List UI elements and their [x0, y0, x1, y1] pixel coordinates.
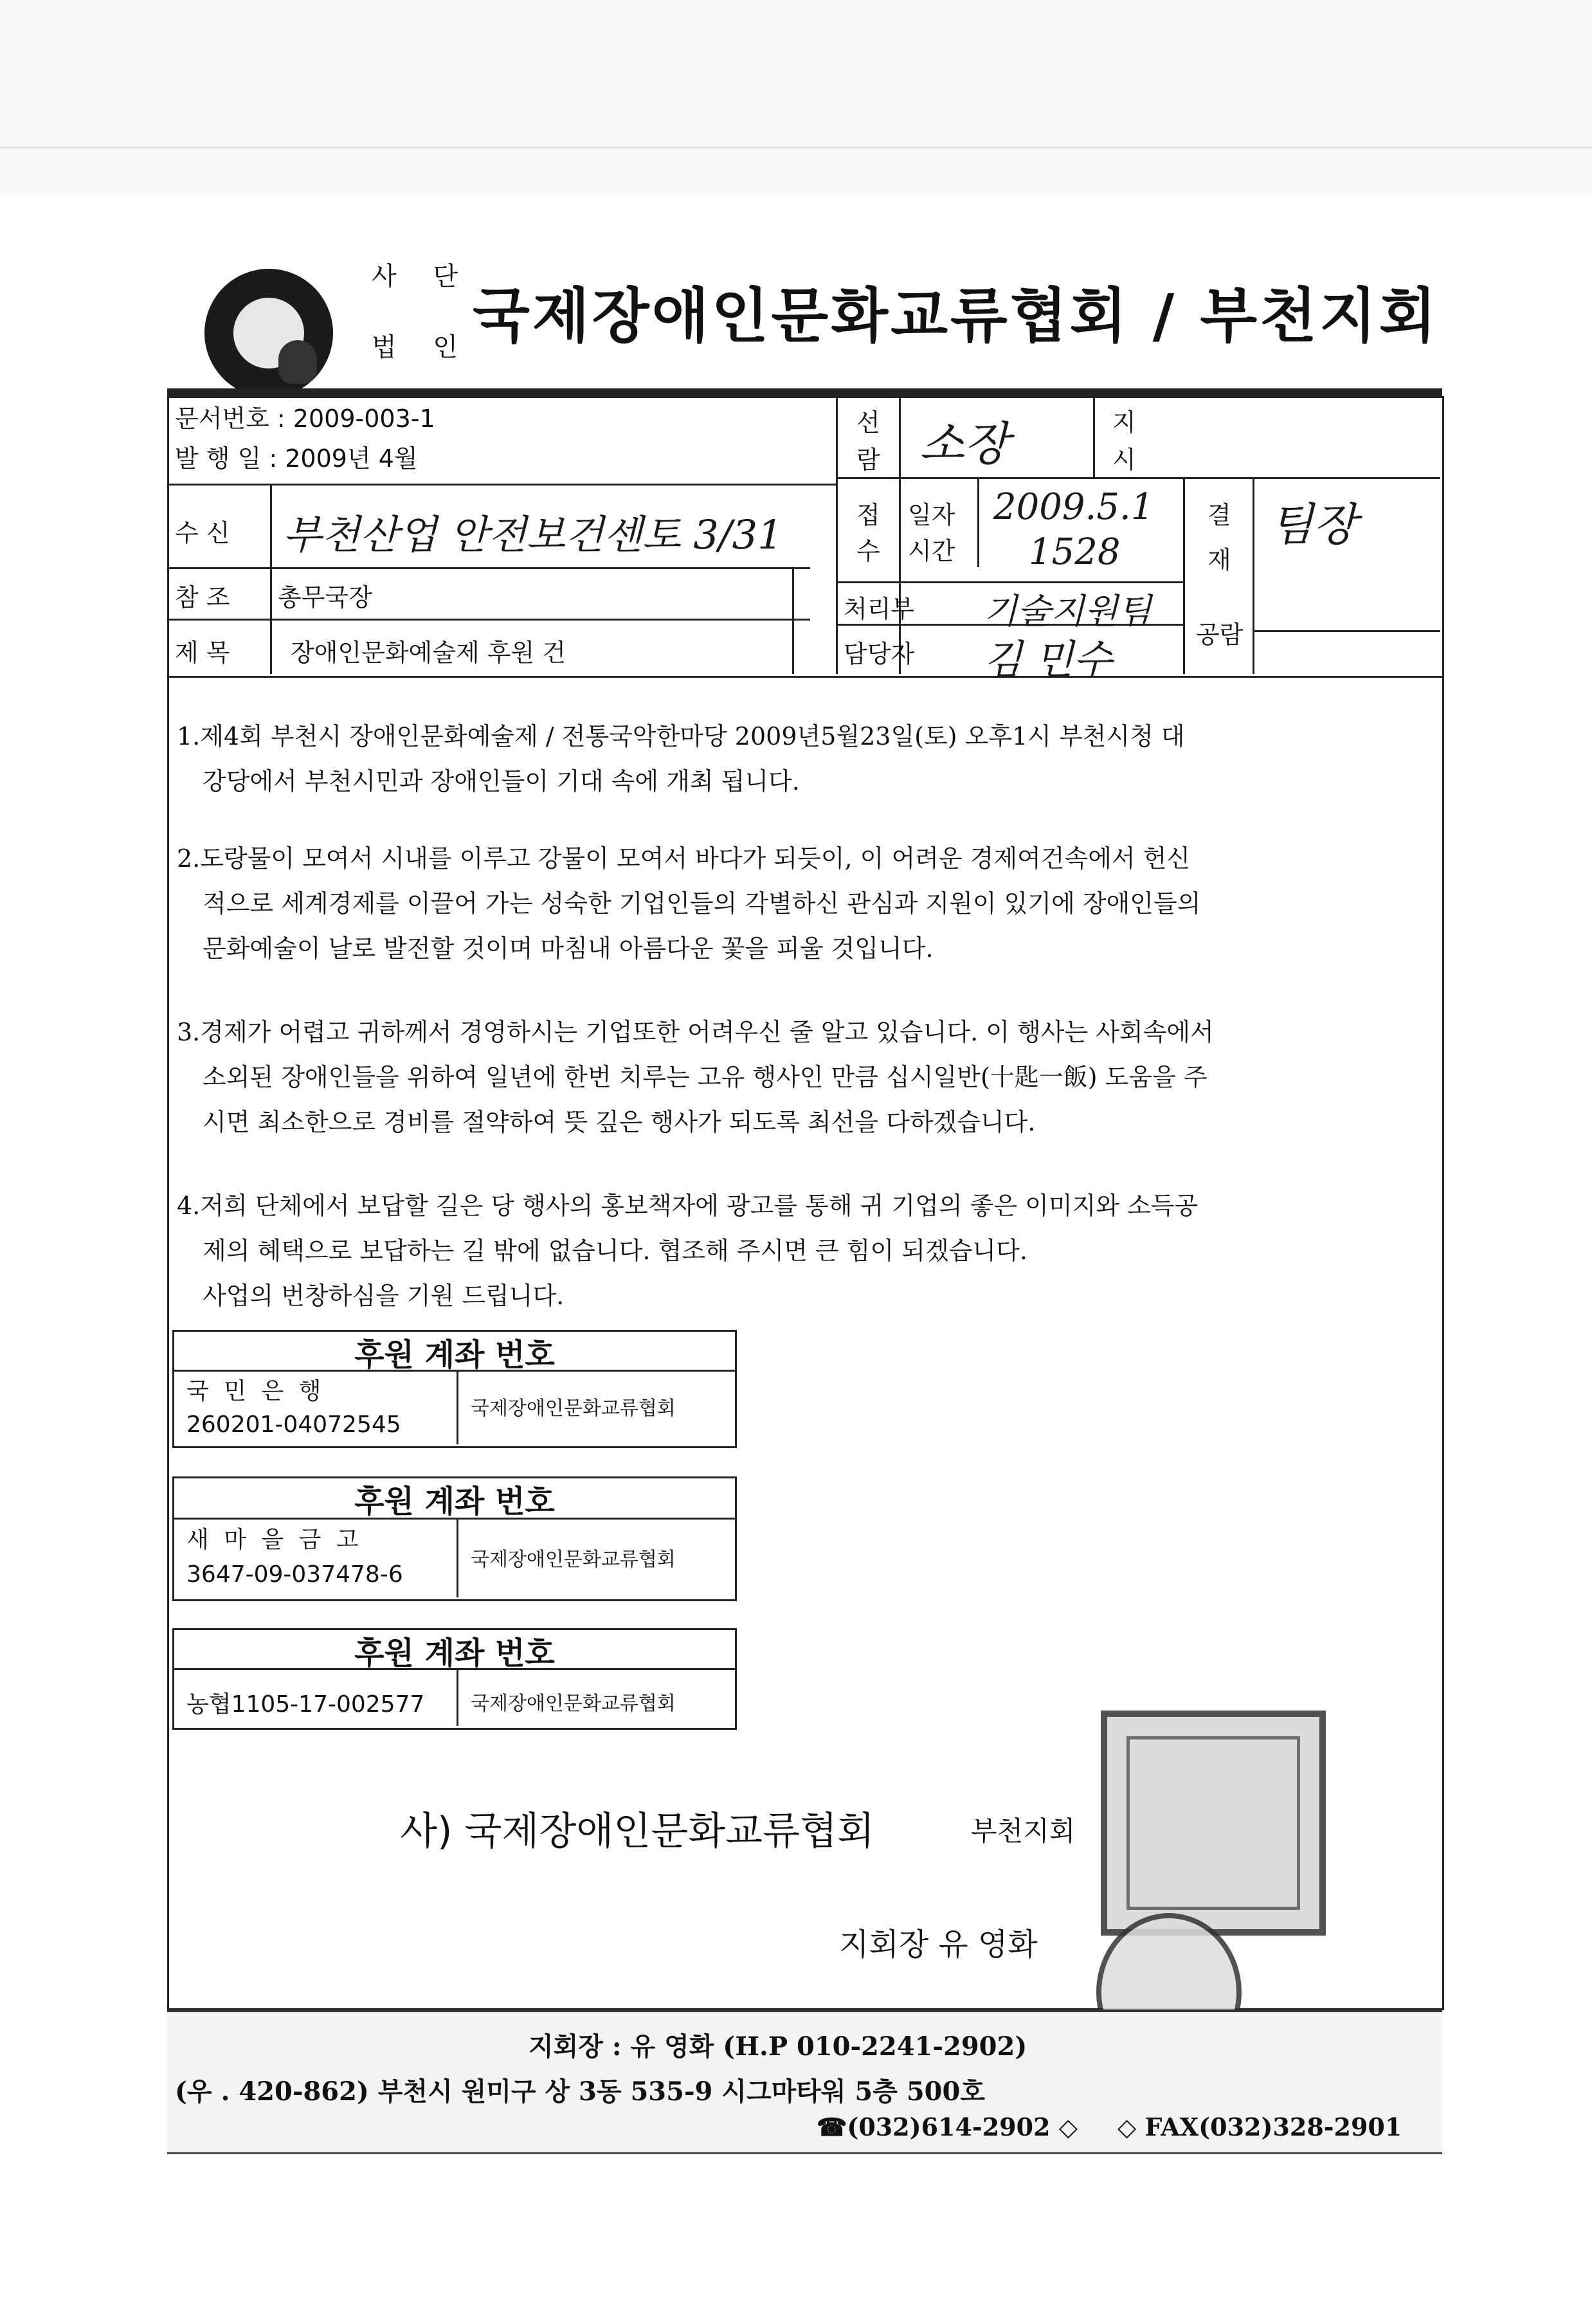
- team-leader-handwritten: 팀장: [1270, 498, 1357, 551]
- account-2-number: 3647-09-037478-6: [186, 1561, 403, 1588]
- paragraph-1: [177, 714, 1437, 804]
- account-2-holder: 국제장애인문화교류협회: [471, 1548, 676, 1571]
- si-label: 시: [1112, 446, 1136, 474]
- scan-top-band: [0, 0, 1592, 193]
- paragraph-4: [177, 1183, 1437, 1318]
- time-handwritten: 1528: [1029, 531, 1121, 573]
- account-2-bank: 새 마 을 금 고: [186, 1527, 363, 1553]
- time-label: 시간: [908, 537, 955, 565]
- jae-label: 재: [1208, 546, 1231, 574]
- reference-label: 참 조: [175, 583, 230, 612]
- recipient-handwritten: 부천산업 안전보건센토 3/31: [283, 511, 783, 558]
- reference-value: 총무국장: [278, 583, 372, 612]
- seonram-label-1: 선: [856, 408, 880, 437]
- ji-label: 지: [1112, 408, 1136, 437]
- footer-chief-phone: 지회장 : 유 영화 (H.P 010-2241-2902): [529, 2031, 1027, 2062]
- paragraph-2-line-2: 적으로 세계경제를 이끌어 가는 성숙한 기업인들의 각별하신 관심과 지원이 있기에 장애인들의: [203, 889, 1201, 918]
- footer-contact-box: [167, 2010, 1442, 2154]
- account-3-holder: 국제장애인문화교류협회: [471, 1693, 676, 1715]
- manager-handwritten: 김 민수: [984, 636, 1112, 683]
- paragraph-1-line-2: 강당에서 부천시민과 장애인들이 기대 속에 개최 됩니다.: [203, 767, 800, 795]
- paragraph-4-line-1: 4.저희 단체에서 보답할 길은 당 행사의 홍보책자에 광고를 통해 귀 기업의 좋은 이미지와 소득공: [177, 1192, 1199, 1220]
- doc-number: 문서번호 : 2009-003-1: [175, 404, 435, 433]
- paragraph-4-line-2: 제의 혜택으로 보답하는 길 밖에 없습니다. 협조해 주시면 큰 힘이 되겠습니다.: [203, 1237, 1027, 1265]
- letterhead-title: 국제장애인문화교류협회 / 부천지회: [473, 282, 1439, 350]
- paragraph-1-line-1: 1.제4회 부천시 장애인문화예술제 / 전통국악한마당 2009년5월23일(토) 오후1시 부천시청 대: [177, 722, 1185, 750]
- seonram-label-2: 람: [856, 446, 880, 474]
- paragraph-4-line-3: 사업의 번창하심을 기원 드립니다.: [203, 1282, 565, 1310]
- dept-label: 처리부: [844, 595, 915, 623]
- subject-label: 제 목: [175, 639, 230, 667]
- account-3-number: 농협1105-17-002577: [186, 1691, 425, 1718]
- gyeol-label: 결: [1208, 501, 1231, 529]
- account-1-bank: 국 민 은 행: [186, 1378, 325, 1404]
- account-1-number: 260201-04072545: [186, 1412, 401, 1438]
- paragraph-3-line-2: 소외된 장애인들을 위하여 일년에 한번 치루는 고유 행사인 만큼 십시일반(十匙一飯) 도움을 주: [203, 1063, 1208, 1091]
- signature-branch: 부천지회: [971, 1815, 1076, 1847]
- jeop-label: 접: [856, 501, 880, 529]
- date-label: 일자: [908, 501, 955, 529]
- account-1-header: 후원 계좌 번호: [354, 1337, 555, 1373]
- official-seal-icon: [1101, 1711, 1326, 1936]
- issue-date: 발 행 일 : 2009년 4월: [175, 444, 418, 473]
- org-type-label-top: 사 단: [372, 262, 472, 291]
- seonram-handwritten: 소장: [919, 417, 1009, 471]
- recipient-label: 수 신: [175, 519, 230, 547]
- footer-tel: ☎(032)614-2902 ◇: [817, 2112, 1078, 2141]
- account-3-header: 후원 계좌 번호: [354, 1635, 555, 1671]
- paragraph-2: [177, 836, 1437, 971]
- account-1-holder: 국제장애인문화교류협회: [471, 1397, 676, 1420]
- signature-org: 사) 국제장애인문화교류협회: [400, 1809, 874, 1854]
- footer-address: (우 . 420-862) 부천시 원미구 상 3동 535-9 시그마타워 5층 500호: [175, 2076, 985, 2107]
- dept-handwritten: 기술지원팀: [984, 591, 1152, 631]
- subject-value: 장애인문화예술제 후원 건: [291, 639, 566, 667]
- paragraph-3-line-1: 3.경제가 어렵고 귀하께서 경영하시는 기업또한 어려우신 줄 알고 있습니다. 이 행사는 사회속에서: [177, 1018, 1214, 1046]
- paragraph-3-line-3: 시면 최소한으로 경비를 절약하여 뜻 깊은 행사가 되도록 최선을 다하겠습니다.: [203, 1108, 1036, 1136]
- manager-label: 담당자: [844, 640, 915, 668]
- paragraph-2-line-3: 문화예술이 날로 발전할 것이며 마침내 아름다운 꽃을 피울 것입니다.: [203, 934, 934, 963]
- signature-chief: 지회장 유 영화: [839, 1927, 1038, 1963]
- date-handwritten: 2009.5.1: [993, 486, 1154, 528]
- org-type-label-bottom: 법 인: [372, 332, 472, 362]
- gongram-label: 공람: [1196, 621, 1244, 649]
- account-2-header: 후원 계좌 번호: [354, 1484, 555, 1520]
- paragraph-3: [177, 1010, 1437, 1145]
- su-label: 수: [856, 537, 880, 565]
- association-emblem-icon: [204, 269, 333, 397]
- paragraph-2-line-1: 2.도랑물이 모여서 시내를 이루고 강물이 모여서 바다가 되듯이, 이 어려운 경제여건속에서 헌신: [177, 844, 1191, 873]
- footer-fax: ◇ FAX(032)328-2901: [1117, 2112, 1402, 2141]
